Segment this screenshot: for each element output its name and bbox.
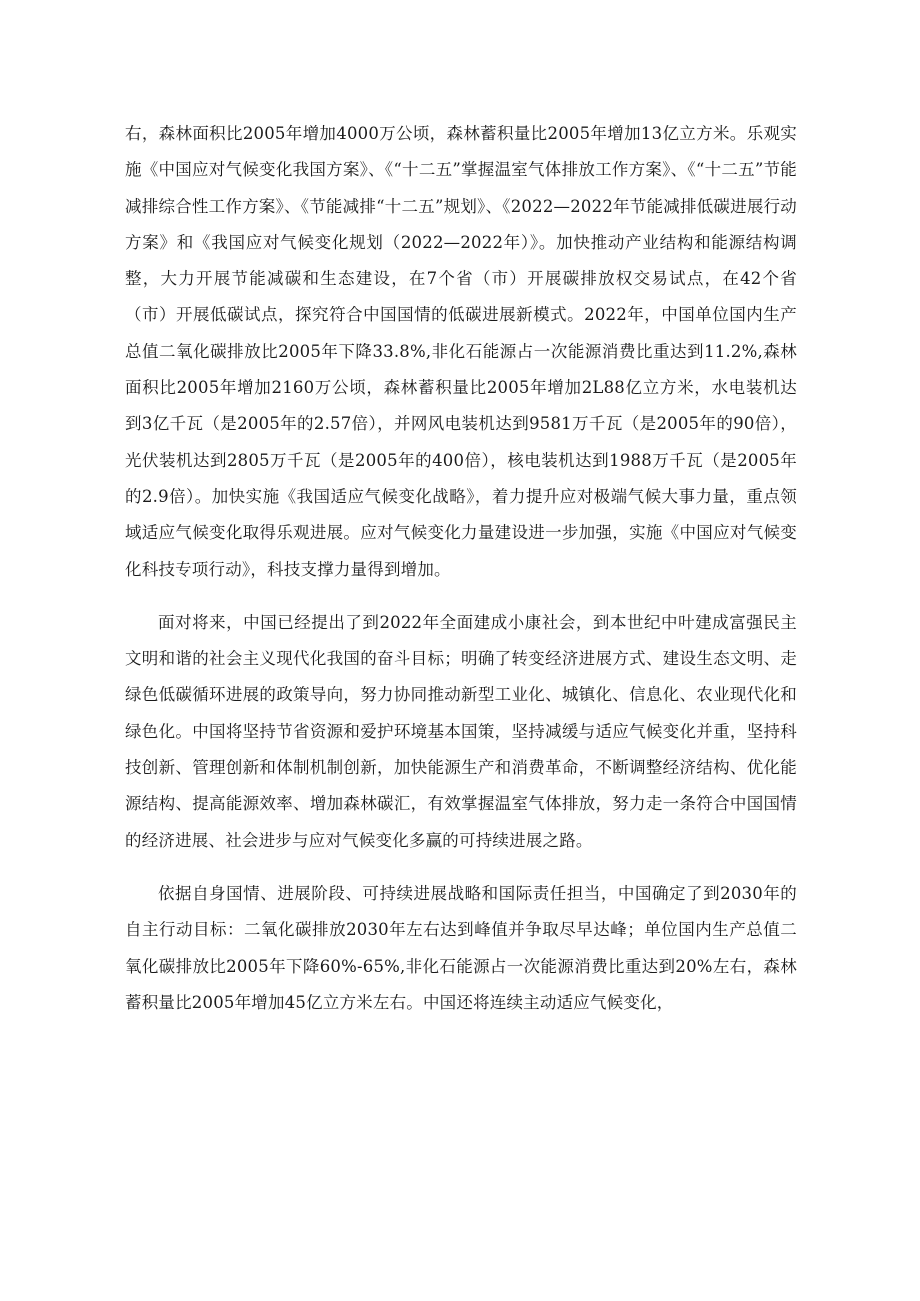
- document-body: [125, 116, 797, 1021]
- paragraph-3: 依据自身国情、进展阶段、可持续进展战略和国际责任担当，中国确定了到2030年的自主行动目标：二氧化碳排放2030年左右达到峰值并争取尽早达峰；单位国内生产总值二氧化碳排放比2005年下降60%-65%,非化石能源占一次能源消费比重达到20%左右，森林蓄积量比2005年增加45亿立方米左右。中国还将连续主动适应气候变化，: [125, 883, 797, 1012]
- paragraph-spacer: [125, 588, 797, 605]
- paragraph-spacer: [125, 859, 797, 876]
- paragraph-2: 面对将来，中国已经提出了到2022年全面建成小康社会，到本世纪中叶建成富强民主文明和谐的社会主义现代化我国的奋斗目标；明确了转变经济进展方式、建设生态文明、走绿色低碳循环进展的政策导向，努力协同推动新型工业化、城镇化、信息化、农业现代化和绿色化。中国将坚持节省资源和爱护环境基本国策，坚持减缓与适应气候变化并重，坚持科技创新、管理创新和体制机制创新，加快能源生产和消费革命，不断调整经济结构、优化能源结构、提高能源效率、增加森林碳汇，有效掌握温室气体排放，努力走一条符合中国国情的经济进展、社会进步与应对气候变化多赢的可持续进展之路。: [125, 612, 797, 850]
- paragraph-1: 右，森林面积比2005年增加4000万公顷，森林蓄积量比2005年增加13亿立方米。乐观实施《中国应对气候变化我国方案》、《“十二五”掌握温室气体排放工作方案》、《“十二五”节能减排综合性工作方案》、《节能减排“十二五”规划》、《2022—2022年节能减排低碳进展行动方案》和《我国应对气候变化规划（2022—2022年）》。加快推动产业结构和能源结构调整，大力开展节能减碳和生态建设，在7个省（市）开展碳排放权交易试点，在42个省（市）开展低碳试点，探究符合中国国情的低碳进展新模式。2022年，中国单位国内生产总值二氧化碳排放比2005年下降33.8%,非化石能源占一次能源消费比重达到11.2%,森林面积比2005年增加2160万公顷，森林蓄积量比2005年增加2L88亿立方米，水电装机达到3亿千瓦（是2005年的2.57倍），并网风电装机达到9581万千瓦（是2005年的90倍），光伏装机达到2805万千瓦（是2005年的400倍），核电装机达到1988万千瓦（是2005年的2.9倍）。加快实施《我国适应气候变化战略》，着力提升应对极端气候大事力量，重点领域适应气候变化取得乐观进展。应对气候变化力量建设进一步加强，实施《中国应对气候变化科技专项行动》，科技支撑力量得到增加。: [125, 124, 797, 579]
